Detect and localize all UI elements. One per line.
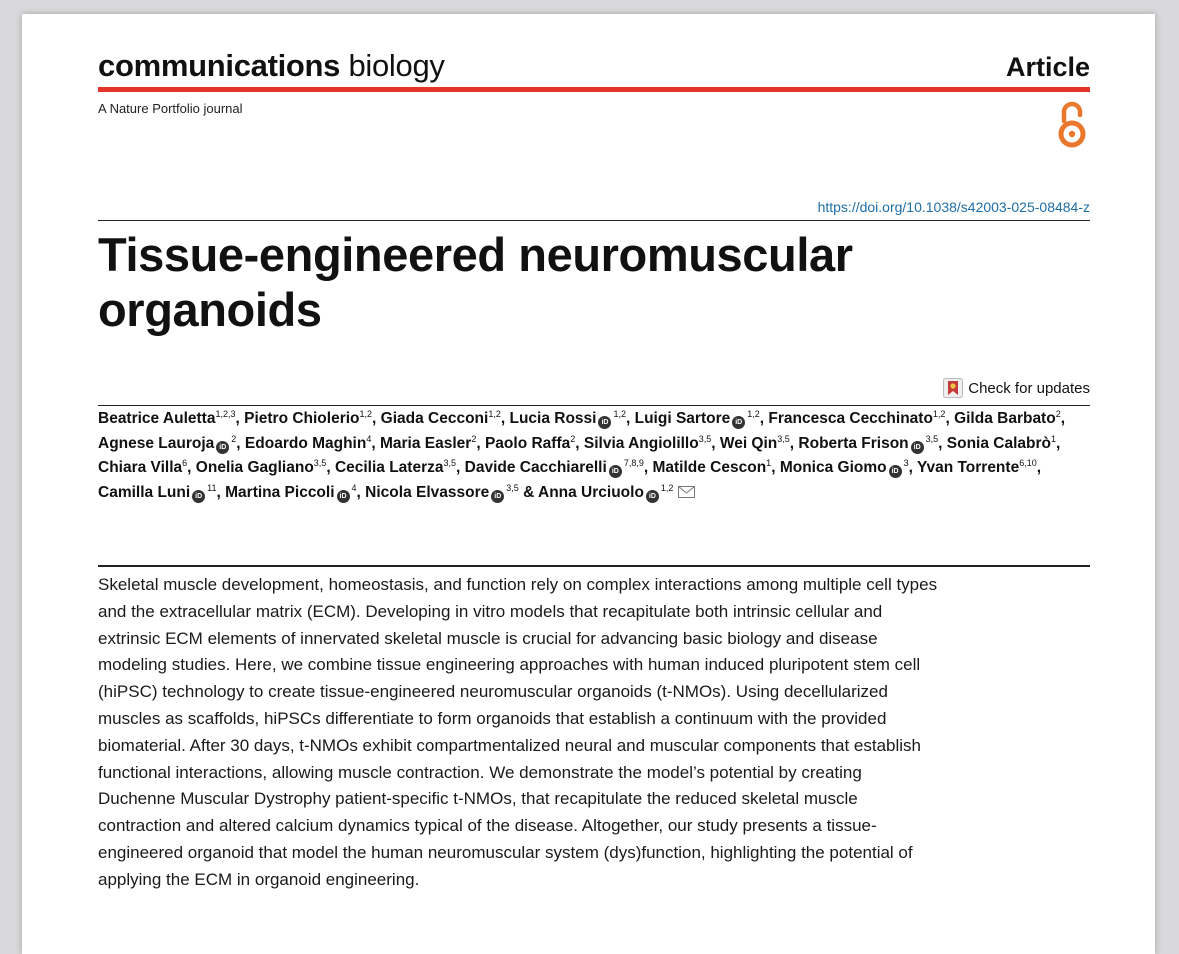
author-affiliation: 6,10 (1019, 457, 1037, 468)
author-name[interactable]: Cecilia Laterza (334, 459, 444, 476)
author-affiliation: 11 (207, 482, 217, 493)
orcid-icon[interactable]: iD (646, 490, 659, 503)
author-name[interactable]: Gilda Barbato (954, 410, 1056, 427)
author-name[interactable]: Onelia Gagliano (195, 459, 314, 476)
author-list: Beatrice Auletta$^{1,2,3}$, Pietro Chiolerio$^{1,2}$, Giada Cecconi$^{1,2}$, Lucia Rossi iD$^{1,2}$, Luigi Sartore iD$^{1,2}$, Francesca Cecchinato$^{1,2}$, Gilda Barbato$^2$, Agnese Lauroja $iD^2$, Edoardo Maghin$^4$, Maria Easler$^2$, Paolo Raffa$^2$, Silvia Angiolillo$^{3,5}$, Wei Qin$^{3,5}$, Roberta Frison iD$^{3,5}$, Sonia Calabrò$^1$, Chiara Villa$^6$, Onelia Gagliano$^{3,5}$, Cecilia Laterza$^{3,5}$, Davide Cacchiarelli iD$^{7,8,9}$, Matilde Cescon$^1$, Monica Giomo $iD^3$, Yvan Torrente$^{6,10}$, Camilla Luni $iD^{11}$, Martina Piccoli $iD^4$, Nicola Elvassore iD$^{3,5}$ & Anna Urciuolo iD$^{1,2}$ (98, 408, 1066, 501)
header-rule (98, 87, 1090, 92)
title-divider (98, 220, 1090, 221)
author-affiliation: 1,2 (932, 408, 946, 419)
author-affiliation: 2 (231, 433, 237, 444)
journal-name-regular: biology (348, 48, 445, 83)
author-name[interactable]: Maria Easler (379, 434, 472, 452)
author-affiliation: 3,5 (925, 433, 939, 444)
author-affiliation: 1 (1051, 433, 1057, 444)
journal-name-bold: communications (98, 48, 341, 83)
orcid-icon[interactable]: iD (889, 465, 902, 478)
orcid-icon[interactable]: iD (609, 465, 622, 478)
author-affiliation: 2 (1055, 408, 1061, 419)
author-name[interactable]: Anna Urciuolo (538, 483, 644, 501)
orcid-icon[interactable]: iD (491, 490, 504, 503)
author-name[interactable]: Davide Cacchiarelli (464, 459, 607, 476)
author-affiliation: 1,2 (359, 408, 373, 419)
author-name[interactable]: Nicola Elvassore (365, 483, 490, 501)
author-affiliation: 3,5 (443, 457, 457, 468)
orcid-icon[interactable]: iD (216, 441, 229, 454)
article-page (22, 14, 1155, 954)
author-name[interactable]: Paolo Raffa (484, 434, 571, 452)
author-affiliation: 6 (182, 457, 188, 468)
author-affiliation: 1,2 (613, 408, 626, 419)
orcid-icon[interactable]: iD (598, 416, 611, 429)
author-name[interactable]: Giada Cecconi (380, 410, 489, 427)
author-name[interactable]: Edoardo Maghin (244, 434, 367, 452)
author-name[interactable]: Chiara Villa (98, 459, 183, 476)
author-affiliation: 3,5 (698, 433, 712, 444)
author-name[interactable]: Martina Piccoli (225, 483, 335, 501)
author-affiliation: 3,5 (313, 457, 327, 468)
author-affiliation: 2 (570, 433, 576, 444)
journal-subtitle: A Nature Portfolio journal (98, 101, 243, 116)
author-name[interactable]: Lucia Rossi (509, 410, 597, 427)
author-affiliation: 7,8,9 (623, 457, 644, 468)
article-title: Tissue-engineered neuromuscular organoids (98, 228, 853, 336)
open-access-icon (1056, 99, 1088, 149)
author-name[interactable]: Luigi Sartore (634, 410, 731, 427)
check-for-updates-button[interactable] (943, 378, 1090, 398)
author-name[interactable]: Pietro Chiolerio (244, 410, 360, 427)
check-updates-label: Check for updates (968, 379, 1090, 397)
author-affiliation: 4 (351, 482, 357, 493)
orcid-icon[interactable]: iD (732, 416, 745, 429)
orcid-icon[interactable]: iD (911, 441, 924, 454)
author-name[interactable]: Silvia Angiolillo (583, 434, 699, 452)
author-affiliation: 1,2,3 (215, 408, 236, 419)
check-updates-icon (943, 378, 963, 398)
author-name[interactable]: Agnese Lauroja (98, 434, 215, 452)
author-affiliation: 3 (903, 457, 909, 468)
author-name[interactable]: Francesca Cecchinato (768, 410, 933, 427)
orcid-icon[interactable]: iD (192, 490, 205, 503)
author-name[interactable]: Sonia Calabrò (946, 434, 1051, 452)
author-name[interactable]: Beatrice Auletta (98, 410, 216, 427)
author-name[interactable]: Monica Giomo (779, 459, 887, 476)
author-affiliation: 1 (766, 457, 772, 468)
doi-link[interactable]: https://doi.org/10.1038/s42003-025-08484-z (817, 199, 1090, 215)
author-affiliation: 1,2 (747, 408, 760, 419)
email-icon[interactable] (678, 486, 695, 498)
journal-logo[interactable] (98, 48, 445, 84)
orcid-icon[interactable]: iD (337, 490, 350, 503)
author-name[interactable]: Matilde Cescon (652, 459, 767, 476)
author-name[interactable]: Wei Qin (719, 434, 778, 452)
author-affiliation: 4 (366, 433, 372, 444)
author-name[interactable]: Camilla Luni (98, 483, 191, 501)
author-affiliation: 1,2 (660, 482, 674, 493)
abstract-text: Skeletal muscle development, homeostasis, and function rely on complex interactions among multiple cell types and the extracellular matrix (ECM). Developing in vitro models that recapitulate both intrinsic cellular and extrinsic ECM elements of innervated skeletal muscle is crucial for advancing basic biology and disease modeling studies. Here, we combine tissue engineering approaches with human induced pluripotent stem cell (hiPSC) technology to create tissue-engineered neuromuscular organoids (t-NMOs). Using decellularized muscles as scaffolds, hiPSCs differentiate to form organoids that establish a continuum with the provided biomaterial. After 30 days, t-NMOs exhibit compartmentalized neural and muscular components that establish functional interactions, allowing muscle contraction. We demonstrate the model’s potential by creating Duchenne Muscular Dystrophy patient-specific t-NMOs, that recapitulate the reduced skeletal muscle contraction and altered calcium dynamics typical of the disease. Altogether, our study presents a tissue-engineered organoid that model the human neuromuscular system (dys)function, highlighting the potential of applying the ECM in organoid engineering. (98, 575, 938, 889)
author-affiliation: 3,5 (777, 433, 790, 444)
article-type-label: Article (1005, 52, 1090, 82)
abstract-divider (98, 565, 1090, 567)
author-name[interactable]: Yvan Torrente (916, 459, 1020, 476)
author-affiliation: 2 (471, 433, 477, 444)
author-name[interactable]: Roberta Frison (798, 434, 909, 452)
authors-divider (98, 405, 1090, 406)
author-affiliation: 1,2 (488, 408, 501, 419)
author-affiliation: 3,5 (506, 482, 519, 493)
